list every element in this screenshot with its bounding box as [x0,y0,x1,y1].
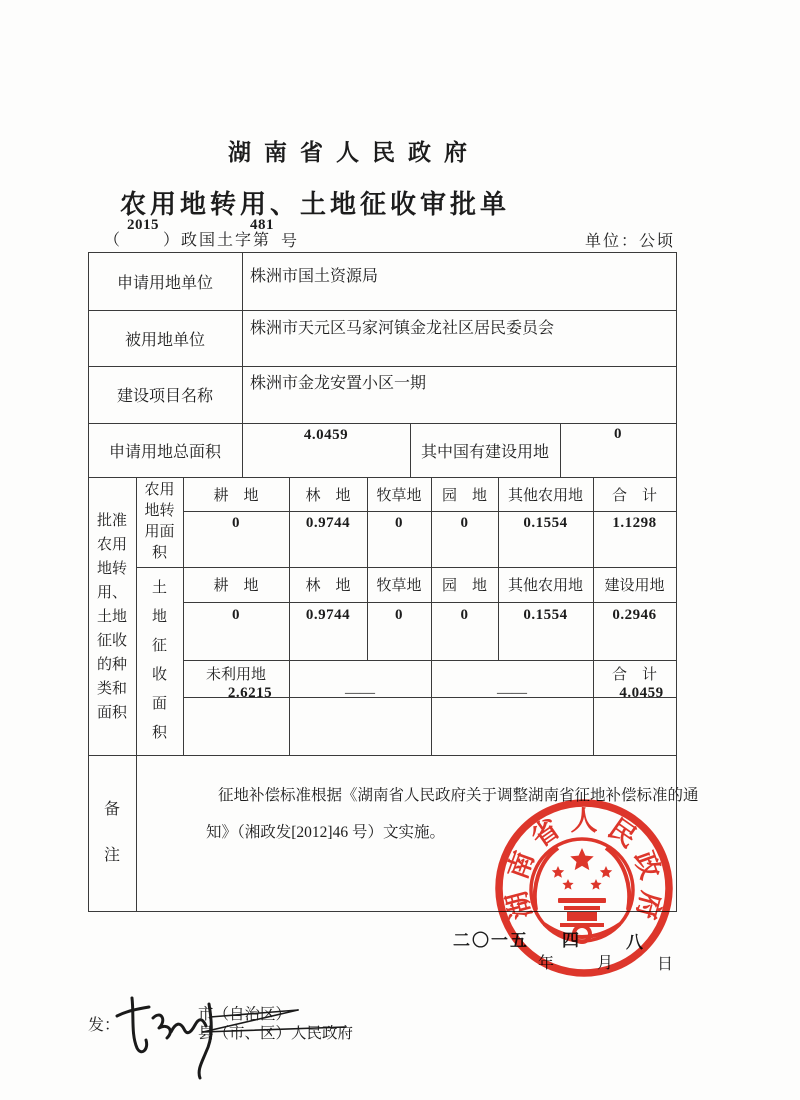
date-month: 四 [562,931,579,950]
unused-land-label: 未利用地 [205,666,266,683]
unused-dash-1: —— [345,684,375,701]
requisition-val-qita: 0.1554 [523,606,568,623]
svg-text:政: 政 [628,847,666,883]
table-border [183,660,677,661]
row-label-applicant: 申请用地单位 [116,274,213,292]
table-border [183,511,677,512]
svg-text:湖: 湖 [501,888,538,923]
footer-city-label: 市 [198,1006,214,1023]
requisition-label: 土地征收面积 [151,580,167,741]
svg-text:南: 南 [502,847,540,883]
remarks-line-2: 知》（湘政发[2012]46 号）文实施。 [206,824,445,841]
date-day-unit: 日 [657,956,674,973]
requisition-col-yuandi: 园 地 [441,578,487,594]
row-label-project: 建设项目名称 [116,388,213,405]
svg-text:府: 府 [630,888,667,923]
requisition-val-mucaodi: 0 [395,606,403,623]
row-value-applicant: 株洲市国土资源局 [250,268,379,285]
footer-district-struck: （市、区） [213,1025,292,1042]
doc-number-label: ）政国土字第 [163,232,272,249]
strikethrough-marks [203,1010,345,1032]
footer-autonomous-region-struck: （自治区） [213,1006,292,1023]
handwritten-signature [105,990,365,1080]
doc-number-serial: 481 [250,217,274,233]
document-title: 湖南省人民政府 [228,140,480,165]
signature-stroke [199,1004,211,1078]
row-value-project: 株洲市金龙安置小区一期 [250,375,427,392]
date-day: 八 [626,933,643,952]
approval-outer-label: 批准农用地转用、土地征收的种类和面积 [96,512,127,721]
table-border [183,602,677,603]
requisition-val-jianshe: 0.2946 [612,606,657,623]
doc-number-open-paren: （ [104,232,121,249]
date-year-unit: 年 [538,955,555,972]
state-owned-label: 其中国有建设用地 [420,443,549,461]
conversion-col-heji: 合 计 [611,487,657,504]
document-subtitle: 农用地转用、土地征收审批单 [120,190,511,219]
requisition-col-jianshe: 建设用地 [604,578,665,594]
date-year: 二〇一五 [453,931,529,950]
table-border [136,755,137,912]
row-value-landholder: 株洲市天元区马家河镇金龙社区居民委员会 [250,320,555,337]
grand-total-label: 合 计 [611,666,657,683]
official-seal [474,778,694,998]
conversion-val-qita: 0.1554 [523,514,568,531]
requisition-col-gengdi: 耕 地 [213,578,259,594]
signature-stroke [132,998,147,1052]
state-owned-value: 0 [614,425,622,442]
doc-number-year: 2015 [127,217,159,233]
requisition-col-mucaodi: 牧草地 [376,578,422,594]
doc-number-suffix: 号 [281,233,298,250]
grand-total-value: 4.0459 [619,684,664,701]
issued-to-label: 发： [88,1017,121,1034]
remarks-label: 备注 [103,801,120,864]
footer-county-label: 县 [198,1025,214,1042]
conversion-col-mucaodi: 牧草地 [376,487,422,504]
row-label-total-area: 申请用地总面积 [108,443,221,461]
conversion-col-yuandi: 园 地 [441,487,487,504]
row-label-landholder: 被用地单位 [124,331,205,349]
remarks-line-1: 征地补偿标准根据《湖南省人民政府关于调整湖南省征地补偿标准的通 [218,787,699,804]
conversion-col-qita: 其他农用地 [507,487,583,504]
conversion-col-gengdi: 耕 地 [213,487,259,504]
requisition-val-lindi: 0.9744 [305,606,351,623]
requisition-val-gengdi: 0 [232,606,240,623]
unused-land-value: 2.6215 [227,684,273,701]
svg-text:省: 省 [525,813,566,854]
conversion-col-lindi: 林 地 [305,487,351,504]
requisition-col-qita: 其他农用地 [507,578,583,594]
total-area-value: 4.0459 [303,426,349,443]
conversion-val-yuandi: 0 [460,514,469,531]
svg-text:人: 人 [570,806,598,836]
conversion-val-mucaodi: 0 [395,514,403,531]
conversion-val-lindi: 0.9744 [305,514,351,531]
conversion-val-heji: 1.1298 [612,514,657,531]
signature-stroke [153,1015,170,1038]
conversion-val-gengdi: 0 [232,514,240,531]
unused-dash-2: —— [497,684,527,701]
date-month-unit: 月 [597,955,614,972]
conversion-label: 农用地转用面积 [144,482,175,561]
footer-government-label: 人民政府 [291,1025,354,1042]
requisition-col-lindi: 林 地 [305,578,351,594]
national-emblem-icon [531,839,633,942]
requisition-val-yuandi: 0 [460,606,469,623]
table-border [88,755,677,756]
signature-stroke [171,1020,206,1033]
svg-text:民: 民 [602,813,643,854]
unit-label: 单位：公顷 [585,233,676,250]
